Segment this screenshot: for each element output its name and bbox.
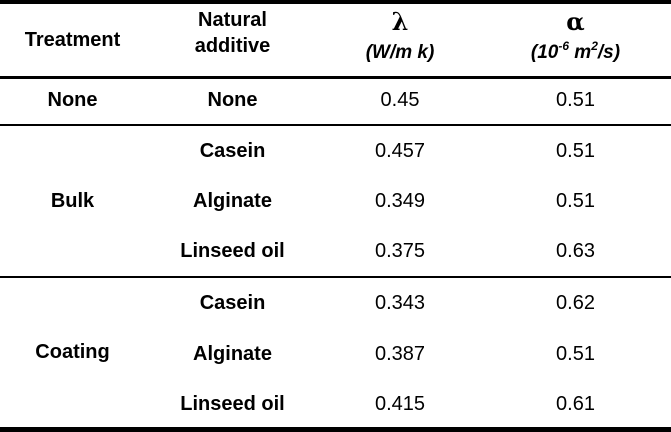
alpha-cell: 0.51 — [556, 89, 595, 111]
header-natural-line1: Natural — [198, 9, 267, 31]
header-lambda-unit: (W/m k) — [365, 42, 435, 63]
treatment-none: None — [47, 89, 98, 111]
additive-cell: Casein — [199, 292, 266, 314]
lambda-cell: 0.387 — [374, 343, 426, 365]
lambda-cell: 0.349 — [374, 190, 426, 212]
table-bottom-rule — [0, 427, 671, 432]
table-top-rule — [0, 0, 671, 4]
additive-cell: Alginate — [193, 343, 272, 365]
alpha-unit-pre: (10 — [530, 42, 559, 63]
header-alpha-symbol: α — [566, 7, 585, 36]
additive-cell: None — [207, 89, 258, 111]
alpha-cell: 0.51 — [556, 190, 595, 212]
alpha-unit-mid: m — [569, 42, 592, 63]
alpha-cell: 0.62 — [556, 292, 595, 314]
alpha-cell: 0.61 — [556, 393, 595, 415]
header-lambda-symbol: λ — [391, 7, 409, 36]
lambda-cell: 0.415 — [374, 393, 426, 415]
alpha-unit-exp: -6 — [558, 39, 570, 53]
alpha-cell: 0.51 — [556, 140, 595, 162]
lambda-cell: 0.343 — [374, 292, 426, 314]
additive-cell: Casein — [199, 140, 266, 162]
group-divider — [0, 276, 671, 278]
additive-cell: Linseed oil — [180, 240, 285, 262]
alpha-unit-exp2: 2 — [591, 39, 598, 53]
group-divider — [0, 124, 671, 126]
additive-cell: Linseed oil — [180, 393, 285, 415]
treatment-coating: Coating — [35, 341, 110, 363]
additive-cell: Alginate — [193, 190, 272, 212]
alpha-cell: 0.51 — [556, 343, 595, 365]
treatment-bulk: Bulk — [50, 190, 95, 212]
header-rule — [0, 76, 671, 79]
header-alpha-unit — [480, 39, 671, 63]
header-treatment: Treatment — [24, 29, 121, 51]
alpha-unit-post: /s) — [597, 42, 621, 63]
lambda-cell: 0.375 — [374, 240, 426, 262]
lambda-cell: 0.45 — [380, 89, 420, 111]
lambda-cell: 0.457 — [374, 140, 426, 162]
header-natural-line2: additive — [194, 35, 271, 57]
alpha-cell: 0.63 — [556, 240, 595, 262]
